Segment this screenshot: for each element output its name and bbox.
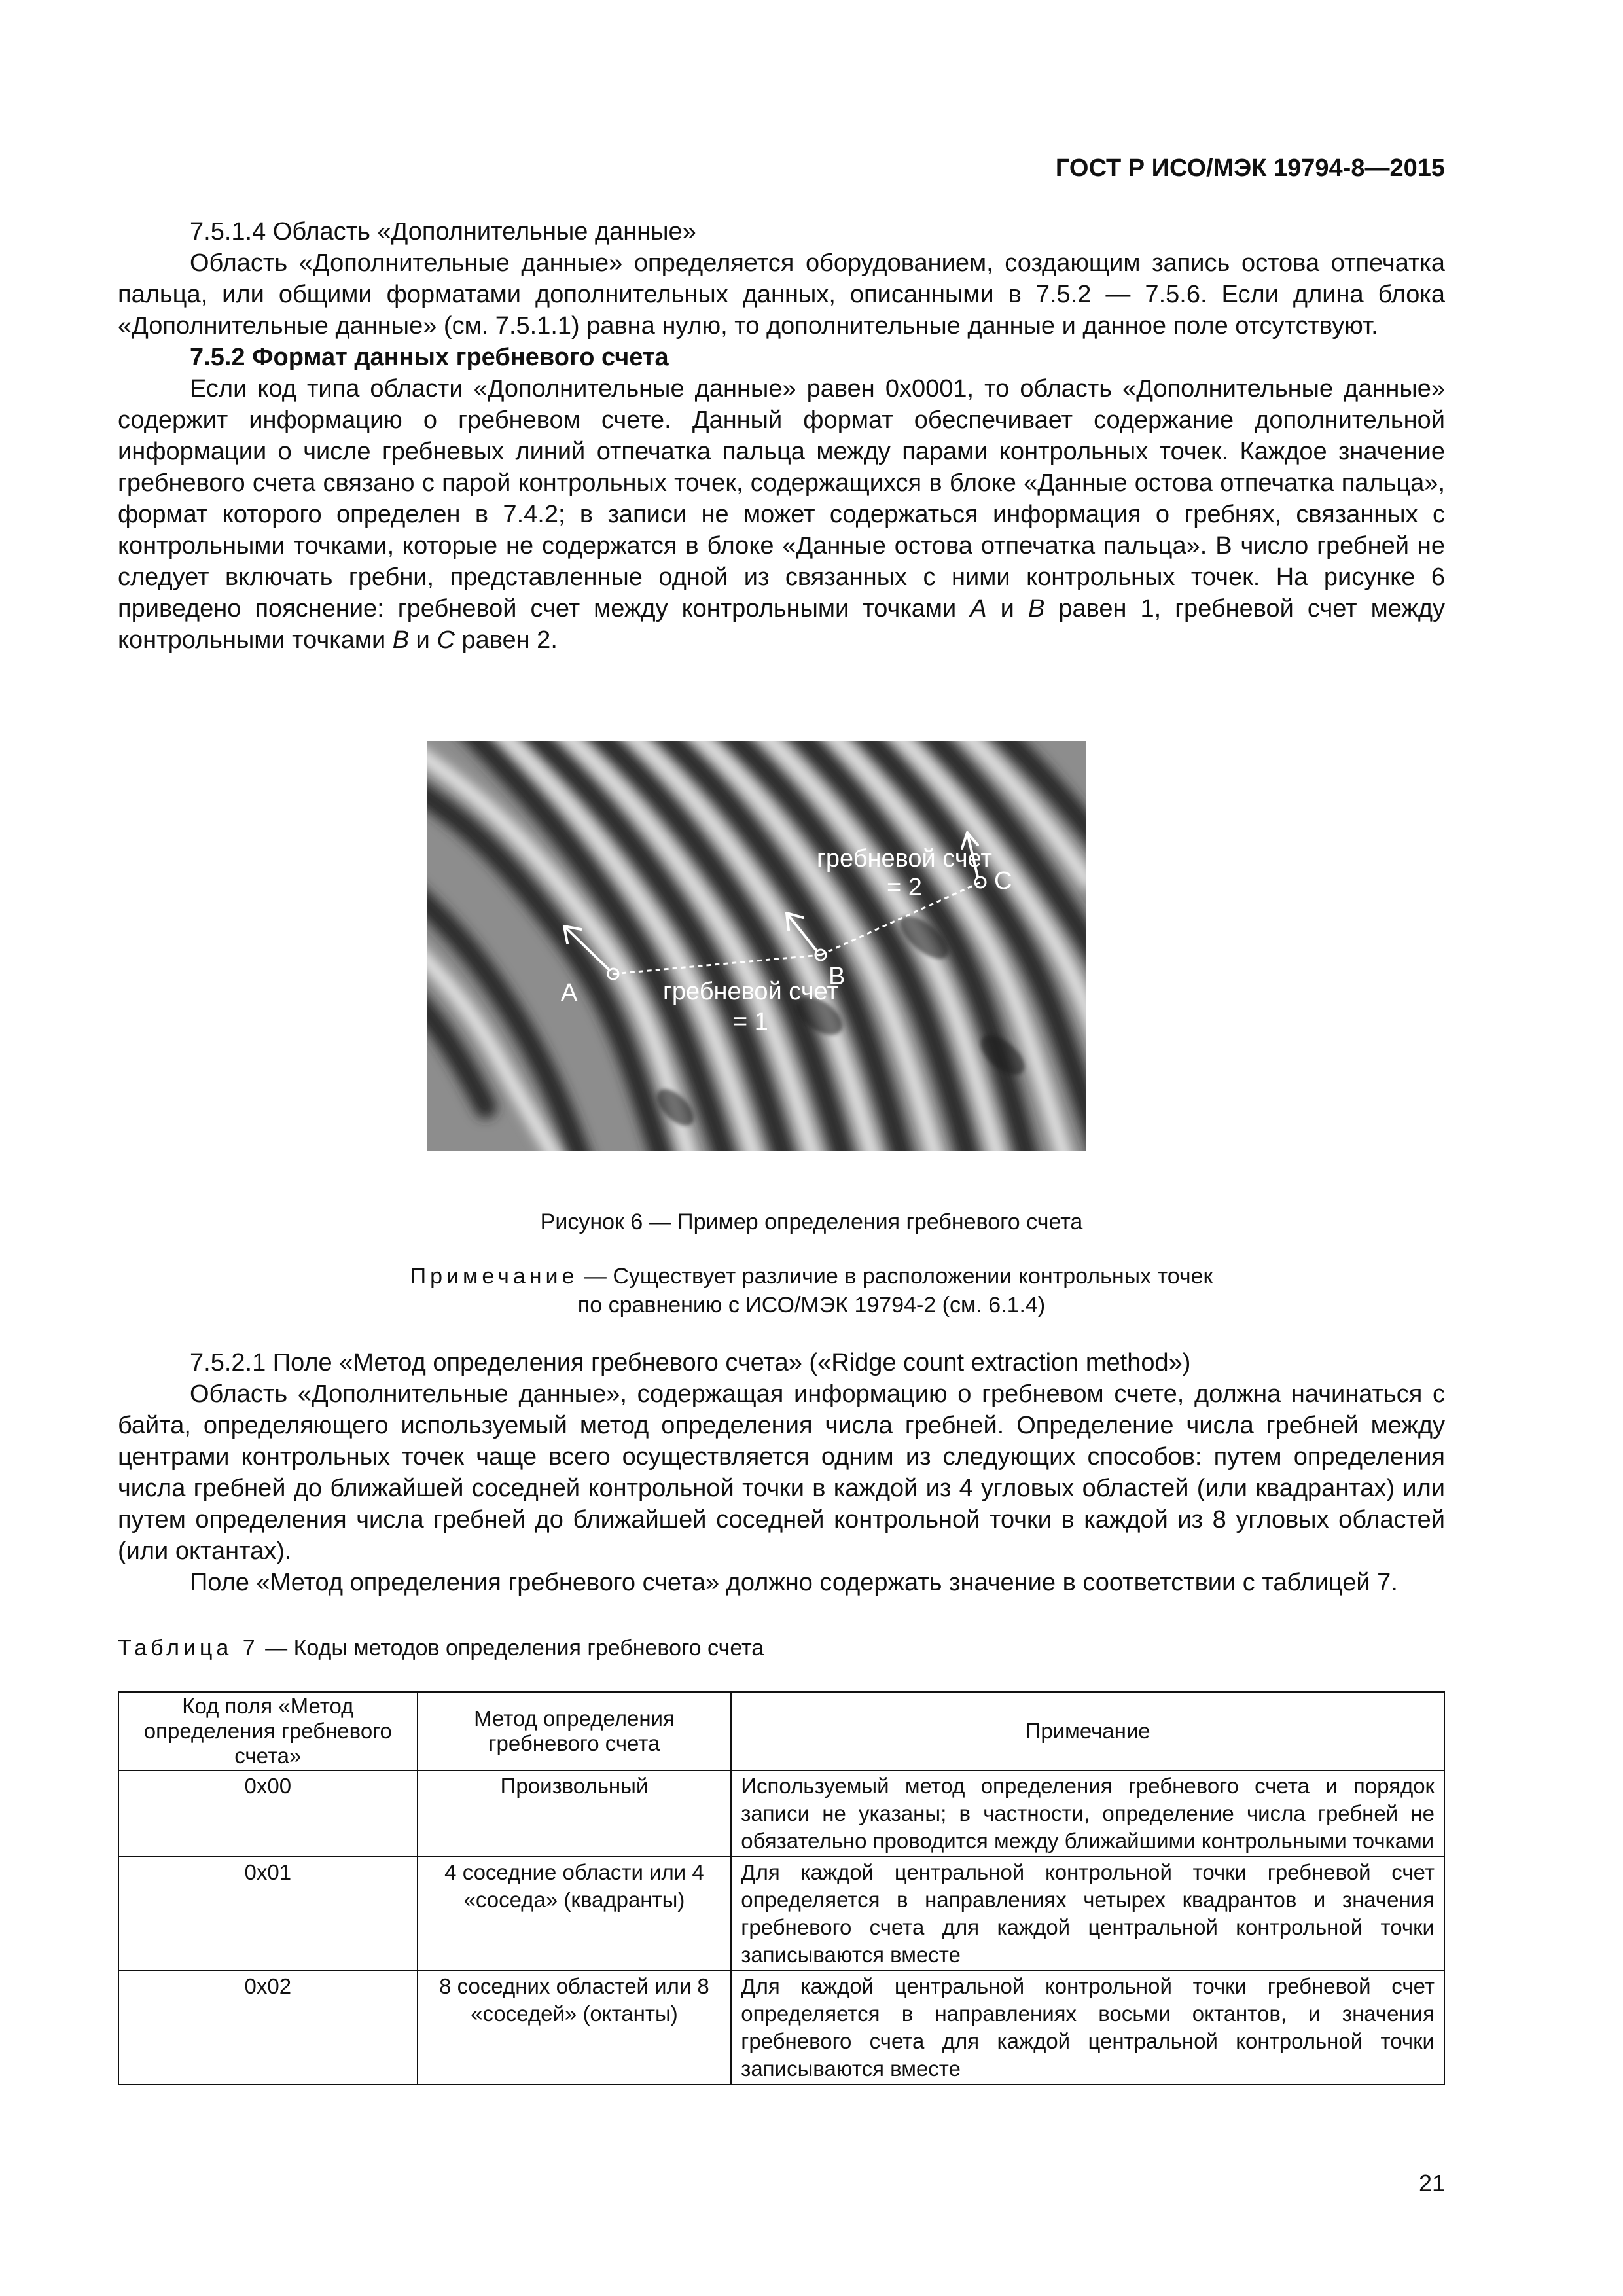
cell-code: 0x02 [118,1971,418,2085]
section-7-5-2-text-2: равен 1, гребневой счет между контрольными точками [118,595,1446,654]
table-header-row [118,1692,1444,1770]
cell-method: Произвольный [418,1770,732,1857]
figure-note-line2: по сравнению с ИСО/МЭК 19794-2 (см. 6.1.4) [577,1293,1046,1318]
table-row [118,1971,1444,2085]
point-b-ref: B [1027,595,1045,622]
label-a: A [561,979,578,1007]
header-method: Метод определения гребневого счета [418,1692,732,1770]
cell-code: 0x00 [118,1770,418,1857]
section-7-5-2-text-1: Если код типа области «Дополнительные данные» равен 0x0001, то область «Дополнительные данные» содержит информацию о гребневом счете. Данный формат обеспечивает содержание дополнительной информации о числе гребневых линий отпечатка пальца между парами контрольных точек. Каждое значение гребневого счета связано с парой контрольных точек, содержащихся в блоке «Данные остова отпечатка пальца», формат которого определен в 7.4.2; в записи не может содержаться информация о гребнях, связанных с контрольными точками, которые не содержатся в блоке «Данные остова отпечатка пальца». В число гребней не следует включать гребни, представленные одной из связанных с ними контрольных точек. На рисунке 6 приведено пояснение: гребневой счет между контрольными точками [118,375,1445,622]
section-7-5-2-1 [118,1347,1445,1598]
section-7-5-1-4-title: 7.5.1.4 Область «Дополнительные данные» [190,218,696,245]
cell-note: Для каждой центральной контрольной точки гребневой счет определяется в направлениях восьми октантов, и значения гребневого счета для каждой центральной контрольной точки записываются вместе [731,1971,1444,2085]
table-caption [118,1632,1445,1664]
section-7-5-2-and-1: и [986,595,1028,622]
point-b-ref-2: B [392,626,410,654]
ridge-count-ab-label: гребневой счет [663,978,838,1005]
ridge-count-ab-value: = 1 [733,1008,768,1035]
header-code: Код поля «Метод определения гребневого счета» [118,1692,418,1770]
section-7-5-2-and-2: и [409,626,437,654]
section-7-5-2-1-body-1: Область «Дополнительные данные», содержащая информацию о гребневом счете, должна начинаться с байта, определяющего используемый метод определения числа гребней. Определение числа гребней между центрами контрольных точек чаще всего осуществляется одним из следующих способов: путем определения числа гребней до ближайшей соседней контрольной точки в каждой из 4 угловых областей (или квадрантах) или путем определения числа гребней до ближайшей соседней контрольной точки в каждой из 8 угловых областей (или октантах). [118,1380,1445,1565]
note-text: — Существует различие в расположении контрольных точек [578,1264,1213,1289]
cell-note: Для каждой центральной контрольной точки гребневой счет определяется в направлениях четырех квадрантов и значения гребневого счета для каждой центральной контрольной точки записываются вместе [731,1857,1444,1971]
ridge-count-figure [427,741,1086,1151]
document-header: ГОСТ Р ИСО/МЭК 19794-8—2015 [1055,154,1445,182]
cell-code: 0x01 [118,1857,418,1971]
cell-note: Используемый метод определения гребневого счета и порядок записи не указаны; в частности, определение числа гребней не обязательно проводится между ближайшими контрольными точками [731,1770,1444,1857]
figure-caption: Рисунок 6 — Пример определения гребневого счета [540,1210,1083,1234]
section-7-5-2-1-title: 7.5.2.1 Поле «Метод определения гребневого счета» («Ridge count extraction method») [190,1349,1191,1376]
table-row [118,1770,1444,1857]
point-a-ref: A [970,595,987,622]
table-caption-text: — Коды методов определения гребневого счета [259,1636,764,1660]
cell-method: 4 соседние области или 4 «соседа» (квадранты) [418,1857,732,1971]
header-note: Примечание [731,1692,1444,1770]
label-c: C [994,867,1012,895]
section-7-5-1-4-body: Область «Дополнительные данные» определяется оборудованием, создающим запись остова отпечатка пальца, или общими форматами дополнительных данных, описанными в 7.5.2 — 7.5.6. Если длина блока «Дополнительные данные» (см. 7.5.1.1) равна нулю, то дополнительные данные и данное поле отсутствуют. [118,249,1445,340]
fingerprint-image [427,741,1086,1151]
section-7-5-1-4 [118,216,1445,656]
section-7-5-2-title: 7.5.2 Формат данных гребневого счета [190,344,669,371]
section-7-5-2-body [118,373,1445,656]
point-c-ref: C [437,626,455,654]
table-label: Таблица 7 [118,1636,259,1660]
note-label: Примечание [410,1264,579,1289]
cell-method: 8 соседних областей или 8 «соседей» (октанты) [418,1971,732,2085]
table-row [118,1857,1444,1971]
section-7-5-2-text-3: равен 2. [454,626,558,654]
ridge-count-bc-value: = 2 [887,874,922,901]
ridge-count-methods-table [118,1691,1445,2085]
figure-note-line1 [0,1262,1623,1291]
page-number: 21 [1418,2170,1445,2197]
section-7-5-2-1-body-2: Поле «Метод определения гребневого счета» должно содержать значение в соответствии с таблицей 7. [190,1569,1398,1596]
ridge-count-bc-label: гребневой счет [817,845,992,872]
label-b: B [829,963,846,990]
